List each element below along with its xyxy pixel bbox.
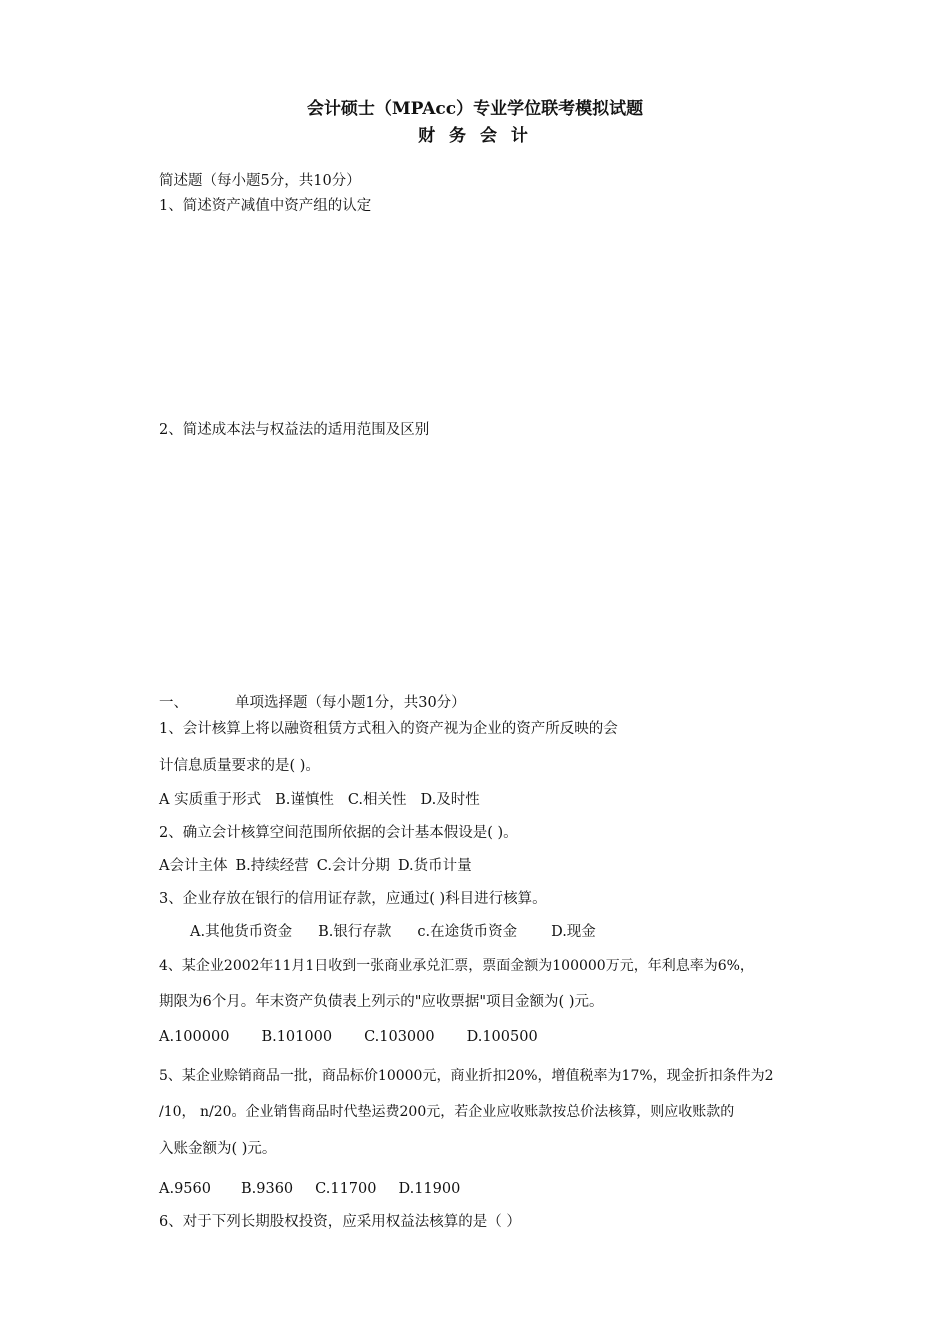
option-c: C.会计分期 xyxy=(316,858,390,874)
option-a: A会计主体 xyxy=(159,858,228,874)
question-5-line-2: /10， n/20。企业销售商品时代垫运费200元，若企业应收账款按总价法核算，则应收账款的 xyxy=(159,1104,735,1120)
section-number: 一、 xyxy=(159,695,188,711)
option-c: C.11700 xyxy=(315,1181,377,1197)
question-5-options xyxy=(159,1179,460,1199)
option-a: A 实质重于形式 xyxy=(159,792,262,808)
question-3-line-1: 3、企业存放在银行的信用证存款，应通过( )科目进行核算。 xyxy=(159,891,547,907)
question-1-line-2: 计信息质量要求的是( )。 xyxy=(159,758,320,774)
option-d: D.11900 xyxy=(398,1181,461,1197)
option-b: B.9360 xyxy=(240,1181,294,1197)
short-answer-question-2: 2、简述成本法与权益法的适用范围及区别 xyxy=(159,422,430,438)
option-c: C.相关性 xyxy=(347,792,407,808)
exam-subtitle: 财 务 会 计 xyxy=(418,126,532,146)
question-5-line-1: 5、某企业赊销商品一批，商品标价10000元，商业折扣20%，增值税率为17%，现金折扣条件为2 xyxy=(159,1068,774,1084)
option-a: A.100000 xyxy=(159,1029,230,1045)
question-5-line-3: 入账金额为( )元。 xyxy=(159,1141,277,1157)
question-4-line-2: 期限为6个月。年末资产负债表上列示的"应收票据"项目金额为( )元。 xyxy=(159,994,604,1010)
option-a: A.其他货币资金 xyxy=(190,924,293,940)
section-single-choice-header xyxy=(159,693,466,713)
exam-title: 会计硕士（MPAcc）专业学位联考模拟试题 xyxy=(306,99,644,119)
question-2-options xyxy=(159,856,472,876)
option-b: B.101000 xyxy=(261,1029,333,1045)
option-c: C.103000 xyxy=(364,1029,435,1045)
option-d: D.100500 xyxy=(466,1029,538,1045)
section-title: 单项选择题（每小题1分，共30分） xyxy=(235,695,466,711)
section-short-answer-header: 简述题（每小题5分，共10分） xyxy=(159,173,361,189)
option-d: D.及时性 xyxy=(420,792,480,808)
question-4-line-1: 4、某企业2002年11月1日收到一张商业承兑汇票，票面金额为100000万元，年利息率为6%， xyxy=(159,958,754,974)
question-2-line-1: 2、确立会计核算空间范围所依据的会计基本假设是( )。 xyxy=(159,825,518,841)
option-d: D.货币计量 xyxy=(397,858,472,874)
option-b: B.银行存款 xyxy=(318,924,392,940)
short-answer-question-1: 1、简述资产减值中资产组的认定 xyxy=(159,198,372,214)
option-b: B.谨慎性 xyxy=(275,792,334,808)
question-4-options xyxy=(159,1027,538,1047)
option-c: c.在途货币资金 xyxy=(417,924,518,940)
option-b: B.持续经营 xyxy=(235,858,309,874)
question-6-line-1: 6、对于下列长期股权投资，应采用权益法核算的是（ ） xyxy=(159,1214,521,1230)
option-a: A.9560 xyxy=(159,1181,211,1197)
option-d: D.现金 xyxy=(551,924,596,940)
question-1-options xyxy=(159,790,480,810)
question-3-options xyxy=(190,922,596,942)
question-1-line-1: 1、会计核算上将以融资租赁方式租入的资产视为企业的资产所反映的会 xyxy=(159,721,618,737)
